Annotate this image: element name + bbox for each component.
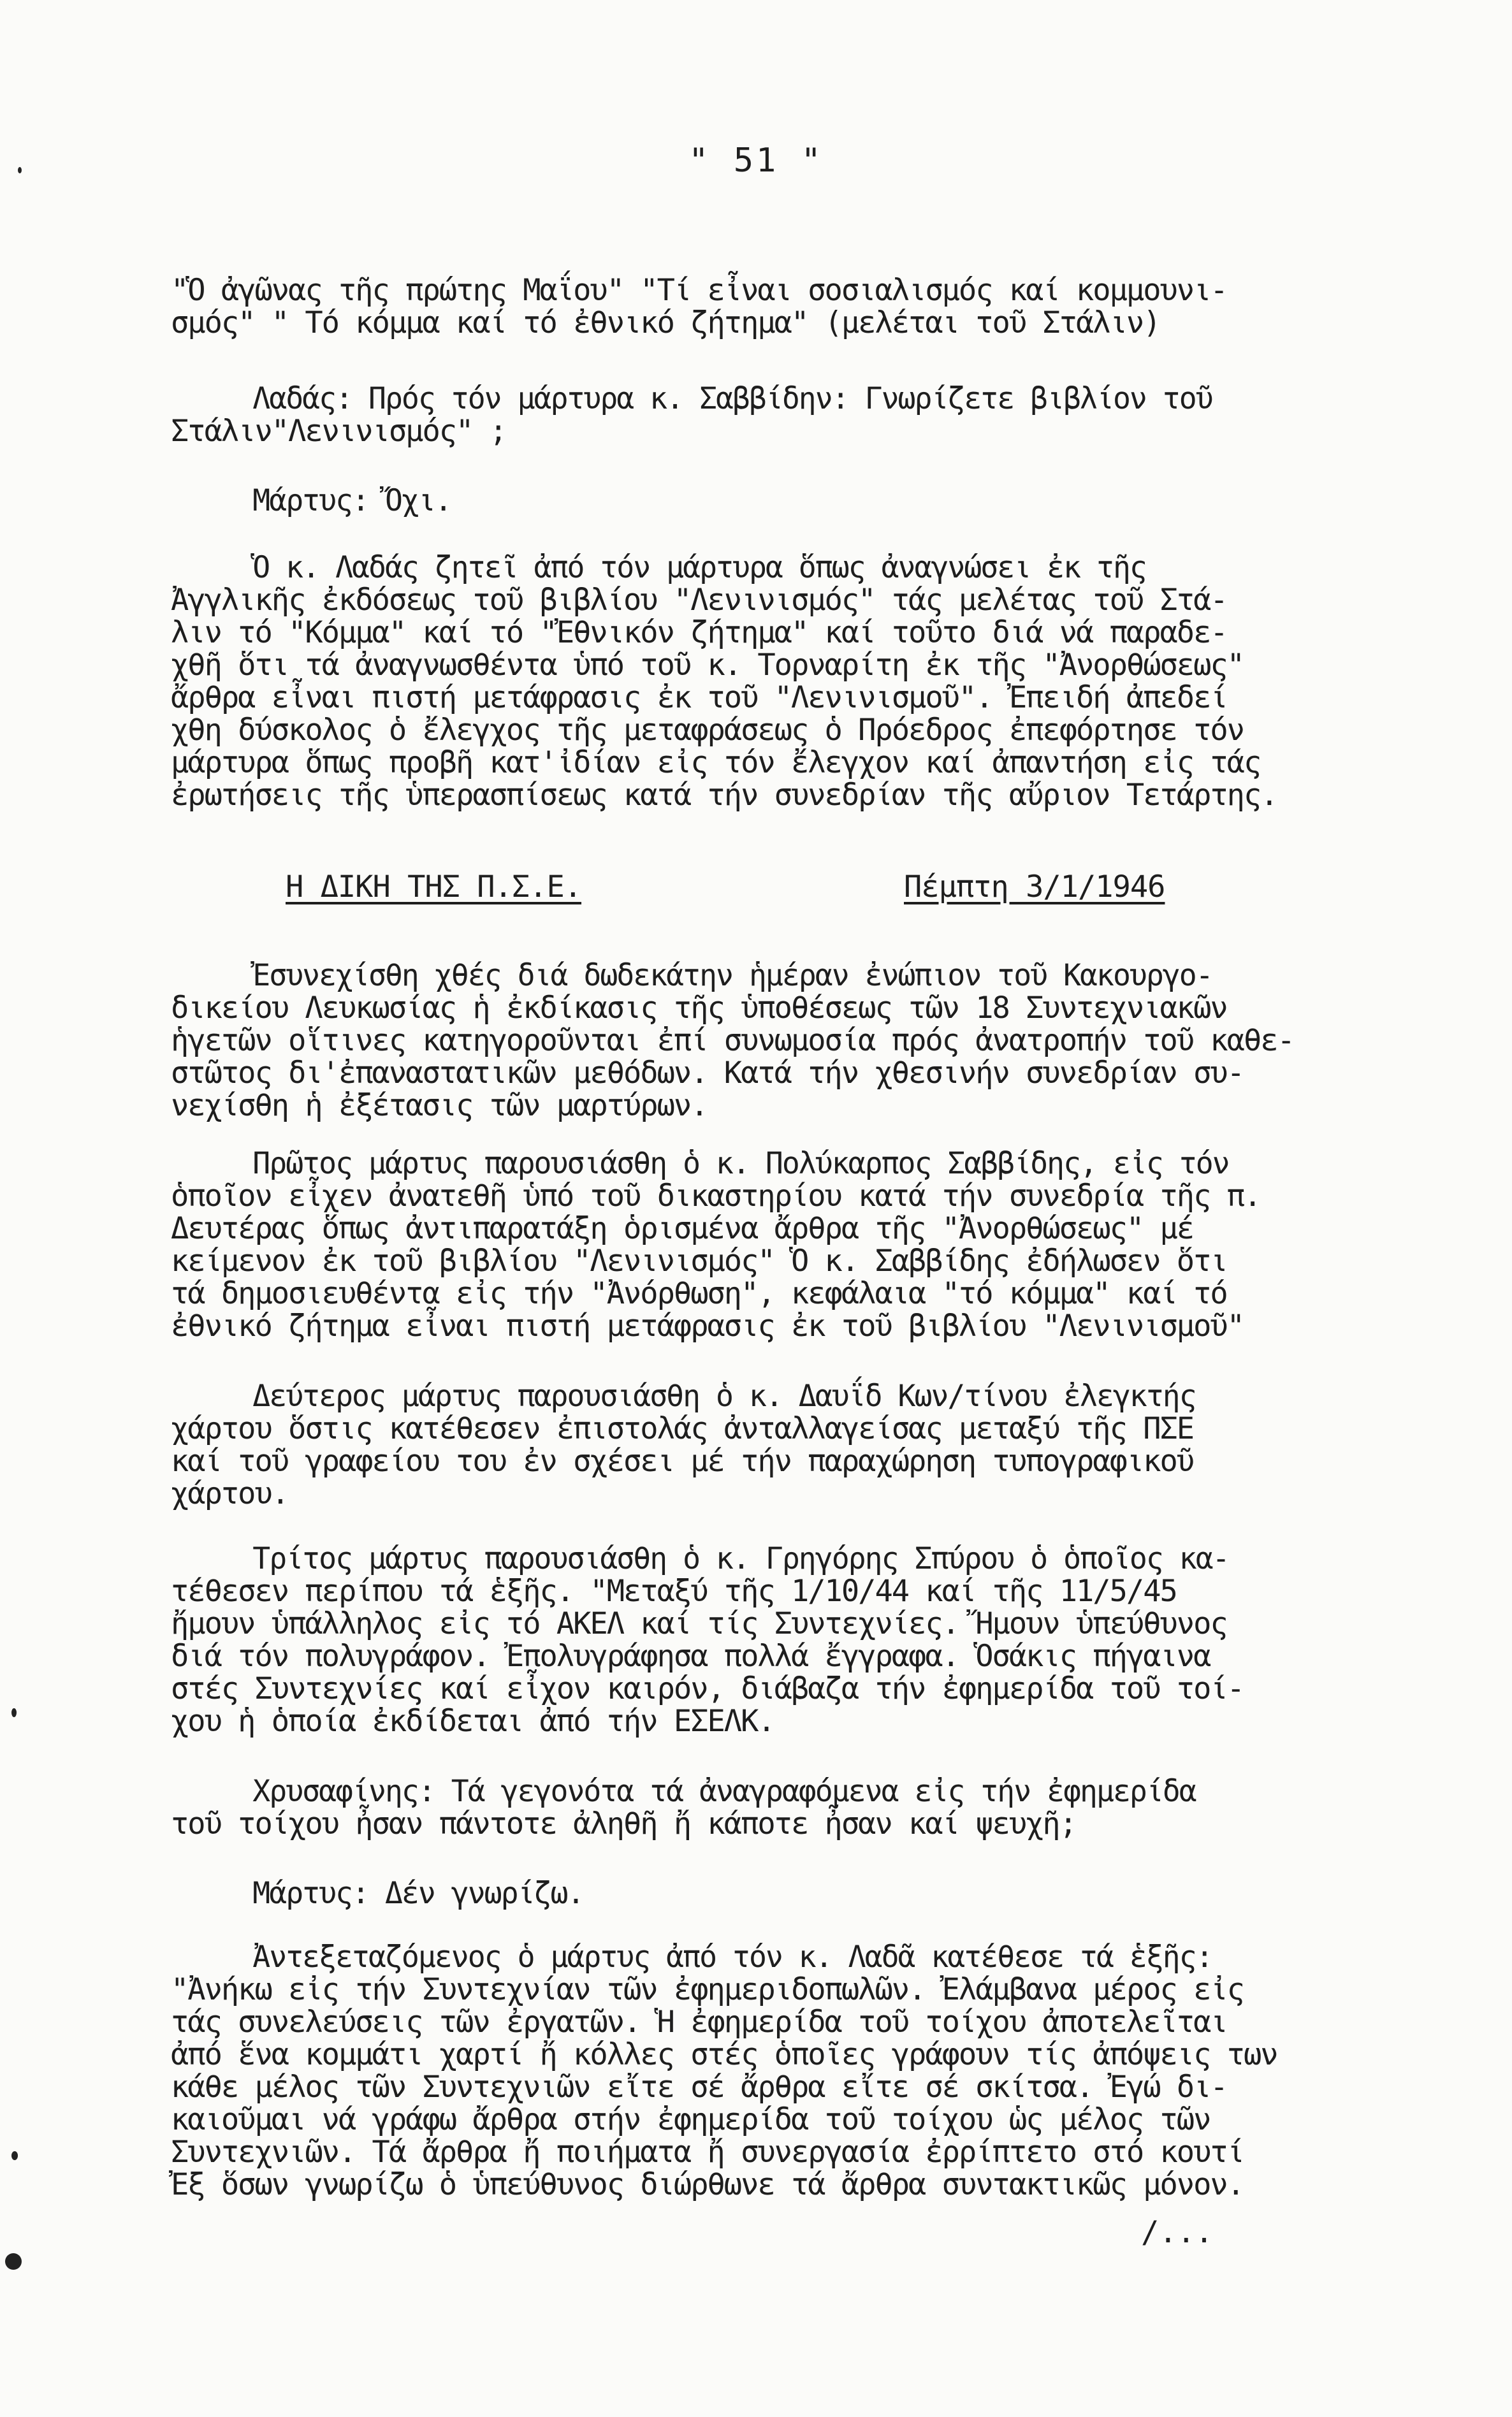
- text-line: Δεύτερος μάρτυς παρουσιάσθη ὁ κ. Δαυΐδ Κων/τίνου ἐλεγκτής: [252, 1379, 1196, 1414]
- text-line: Ἀγγλικῆς ἐκδόσεως τοῦ βιβλίου "Λενινισμός" τάς μελέτας τοῦ Στά-: [171, 583, 1227, 618]
- text-line: Ἐξ ὅσων γνωρίζω ὁ ὑπεύθυνος διώρθωνε τά ἄρθρα συντακτικῶς μόνον.: [171, 2167, 1244, 2202]
- text-line: Ὁ κ. Λαδάς ζητεῖ ἀπό τόν μάρτυρα ὅπως ἀναγνώσει ἐκ τῆς: [252, 550, 1146, 585]
- text-line: ἡγετῶν οἵτινες κατηγοροῦνται ἐπί συνωμοσία πρός ἀνατροπήν τοῦ καθε-: [171, 1023, 1294, 1058]
- text-line: ὁποῖον εἶχεν ἀνατεθῆ ὑπό τοῦ δικαστηρίου κατά τήν συνεδρία τῆς π.: [171, 1179, 1261, 1214]
- text-line: μάρτυρα ὅπως προβῆ κατ'ἰδίαν εἰς τόν ἔλεγχον καί ἀπαντήση εἰς τάς: [171, 745, 1261, 780]
- text-line: ἀπό ἕνα κομμάτι χαρτί ἤ κόλλες στές ὁποῖες γράφουν τίς ἀπόψεις των: [171, 2037, 1277, 2072]
- paragraph: [171, 1542, 1420, 1738]
- text-line: ἤμουν ὑπάλληλος εἰς τό ΑΚΕΛ καί τίς Συντεχνίες. Ἤμουν ὑπεύθυνος: [171, 1606, 1227, 1641]
- text-line: διά τόν πολυγράφον. Ἐπολυγράφησα πολλά ἔγγραφα. Ὁσάκις πήγαινα: [171, 1639, 1210, 1674]
- text-line: καιοῦμαι νά γράφω ἄρθρα στήν ἐφημερίδα τοῦ τοίχου ὡς μέλος τῶν: [171, 2102, 1210, 2137]
- text-line: ἄρθρα εἶναι πιστή μετάφρασις ἐκ τοῦ "Λενινισμοῦ". Ἐπειδή ἀπεδεί: [171, 680, 1227, 715]
- margin-dot: [11, 2151, 18, 2160]
- text-line: δικείου Λευκωσίας ἡ ἐκδίκασις τῆς ὑποθέσεως τῶν 18 Συντεχνιακῶν: [171, 991, 1227, 1026]
- text-line: χάρτου ὅστις κατέθεσεν ἐπιστολάς ἀνταλλαγείσας μεταξύ τῆς ΠΣΕ: [171, 1411, 1194, 1446]
- text-line: Μάρτυς: Ὄχι.: [252, 483, 451, 518]
- paragraph: [171, 1941, 1420, 2201]
- text-line: ἐθνικό ζήτημα εἶναι πιστή μετάφρασις ἐκ τοῦ βιβλίου "Λενινισμοῦ": [171, 1309, 1244, 1344]
- paragraph: [171, 382, 1420, 447]
- paragraph: [171, 1775, 1420, 1840]
- section-title: Η ΔΙΚΗ ΤΗΣ Π.Σ.Ε.: [286, 869, 582, 904]
- text-line: στῶτος δι'ἐπαναστατικῶν μεθόδων. Κατά τήν χθεσινήν συνεδρίαν συ-: [171, 1056, 1244, 1091]
- text-line: Ἀντεξεταζόμενος ὁ μάρτυς ἀπό τόν κ. Λαδᾶ κατέθεσε τά ἑξῆς:: [252, 1940, 1212, 1975]
- text-line: καί τοῦ γραφείου του ἐν σχέσει μέ τήν παραχώρηση τυπογραφικοῦ: [171, 1444, 1194, 1479]
- text-line: Στάλιν"Λενινισμός" ;: [171, 414, 506, 449]
- continuation-mark: /...: [1141, 2215, 1214, 2250]
- paragraph: [171, 551, 1420, 811]
- text-line: χου ἡ ὁποία ἐκδίδεται ἀπό τήν ΕΣΕΛΚ.: [171, 1704, 774, 1739]
- text-line: Ἐσυνεχίσθη χθές διά δωδεκάτην ἡμέραν ἐνώπιον τοῦ Κακουργο-: [252, 958, 1212, 993]
- text-line: ἐρωτήσεις τῆς ὑπερασπίσεως κατά τήν συνεδρίαν τῆς αὔριον Τετάρτης.: [171, 778, 1277, 813]
- text-line: "Ὁ ἀγῶνας τῆς πρώτης Μαΐου" "Τί εἶναι σοσιαλισμός καί κομμουνι-: [171, 273, 1227, 308]
- text-line: Δευτέρας ὅπως ἀντιπαρατάξη ὁρισμένα ἄρθρα τῆς "Ἀνορθώσεως" μέ: [171, 1211, 1194, 1246]
- text-line: λιν τό "Κόμμα" καί τό "Ἐθνικόν ζήτημα" καί τοῦτο διά νά παραδε-: [171, 615, 1227, 650]
- paragraph: [171, 1380, 1420, 1510]
- text-line: τέθεσεν περίπου τά ἑξῆς. "Μεταξύ τῆς 1/10/44 καί τῆς 11/5/45: [171, 1574, 1177, 1609]
- section-date: Πέμπτη 3/1/1946: [904, 869, 1165, 904]
- margin-dot: [18, 167, 22, 173]
- text-line: κείμενον ἐκ τοῦ βιβλίου "Λενινισμός" Ὁ κ. Σαββίδης ἐδήλωσεν ὅτι: [171, 1244, 1227, 1279]
- section-heading: [171, 869, 1420, 908]
- text-line: χάρτου.: [171, 1476, 289, 1511]
- text-line: σμός" " Τό κόμμα καί τό ἐθνικό ζήτημα" (μελέται τοῦ Στάλιν): [171, 305, 1160, 340]
- paragraph: [171, 1877, 1420, 1910]
- text-line: στές Συντεχνίες καί εἶχον καιρόν, διάβαζα τήν ἐφημερίδα τοῦ τοί-: [171, 1671, 1244, 1706]
- text-line: χθῆ ὅτι τά ἀναγνωσθέντα ὑπό τοῦ κ. Τορναρίτη ἐκ τῆς "Ἀνορθώσεως": [171, 648, 1244, 683]
- text-line: Λαδάς: Πρός τόν μάρτυρα κ. Σαββίδην: Γνωρίζετε βιβλίον τοῦ: [252, 381, 1212, 416]
- paragraph: [171, 1147, 1420, 1342]
- paragraph: [171, 274, 1420, 339]
- text-line: Μάρτυς: Δέν γνωρίζω.: [252, 1876, 584, 1911]
- paragraph: [171, 959, 1420, 1122]
- text-line: τάς συνελεύσεις τῶν ἐργατῶν. Ἡ ἐφημερίδα τοῦ τοίχου ἀποτελεῖται: [171, 2005, 1227, 2040]
- text-line: Πρῶτος μάρτυς παρουσιάσθη ὁ κ. Πολύκαρπος Σαββίδης, εἰς τόν: [252, 1146, 1229, 1181]
- margin-dot: [11, 1708, 17, 1717]
- text-line: τά δημοσιευθέντα εἰς τήν "Ἀνόρθωση", κεφάλαια "τό κόμμα" καί τό: [171, 1276, 1227, 1311]
- text-line: κάθε μέλος τῶν Συντεχνιῶν εἴτε σέ ἄρθρα εἴτε σέ σκίτσα. Ἐγώ δι-: [171, 2070, 1227, 2105]
- page-number: " 51 ": [688, 142, 824, 180]
- text-line: νεχίσθη ἡ ἐξέτασις τῶν μαρτύρων.: [171, 1088, 708, 1123]
- margin-dot: [5, 2253, 22, 2270]
- text-line: Χρυσαφίνης: Τά γεγονότα τά ἀναγραφόμενα εἰς τήν ἐφημερίδα: [252, 1774, 1196, 1809]
- text-line: Συντεχνιῶν. Τά ἄρθρα ἤ ποιήματα ἤ συνεργασία ἐρρίπτετο στό κουτί: [171, 2135, 1244, 2170]
- text-line: Τρίτος μάρτυς παρουσιάσθη ὁ κ. Γρηγόρης Σπύρου ὁ ὁποῖος κα-: [252, 1541, 1229, 1576]
- text-line: χθη δύσκολος ὁ ἔλεγχος τῆς μεταφράσεως ὁ Πρόεδρος ἐπεφόρτησε τόν: [171, 713, 1244, 748]
- text-line: "Ἀνήκω εἰς τήν Συντεχνίαν τῶν ἐφημεριδοπωλῶν. Ἐλάμβανα μέρος εἰς: [171, 1972, 1244, 2007]
- text-line: τοῦ τοίχου ἦσαν πάντοτε ἀληθῆ ἤ κάποτε ἦσαν καί ψευχῆ;: [171, 1806, 1077, 1841]
- paragraph: [171, 484, 1420, 517]
